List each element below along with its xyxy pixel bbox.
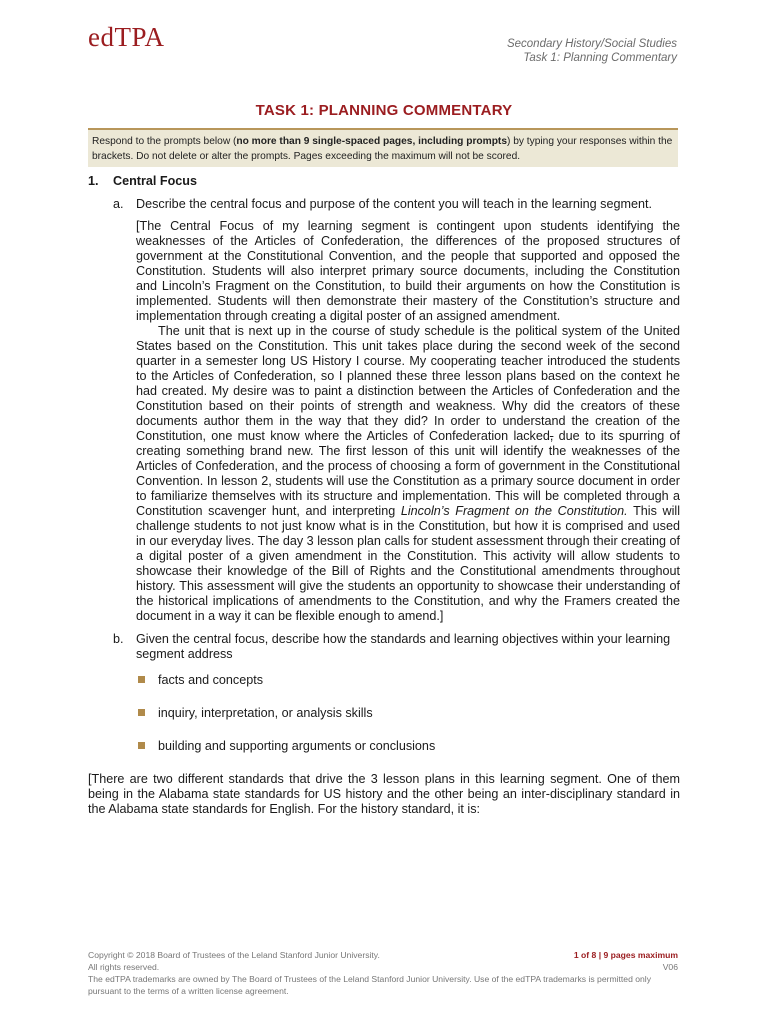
para2-strikethrough: , <box>549 429 554 443</box>
commentary-body <box>88 174 680 817</box>
header-subject: Secondary History/Social Studies <box>506 38 677 50</box>
section-title: Central Focus <box>113 174 197 188</box>
prompt-b <box>88 632 680 662</box>
footer-trademark: The edTPA trademarks are owned by The Board of Trustees of the Leland Stanford Junior University. Use of the edTPA trademarks is permitted only pursuant to the terms of a written license agreement. <box>88 974 652 996</box>
instructions-box <box>88 128 678 167</box>
response-b: [There are two different standards that drive the 3 lesson plans in this learning segment. One of them being in the Alabama state standards for US history and the other being an inter-disciplinary standard in the Alabama state standards for English. For the history standard, it is: <box>88 772 680 816</box>
instructions-bold: no more than 9 single-spaced pages, including prompts <box>236 136 507 147</box>
instructions-text-1: Respond to the prompts below ( <box>92 136 237 147</box>
prompt-a-label: a. <box>113 197 124 211</box>
bullet-text: building and supporting arguments or conclusions <box>158 739 436 753</box>
response-a <box>88 219 680 624</box>
prompt-a <box>88 197 680 212</box>
para2-start: The unit that is next up in the course of study schedule is the political system of the United States based on the Constitution. This unit takes place during the second week of the second quarter in a semester long US History I course. My cooperating teacher introduced the students to the Articles of Confederation, so I planned these three lesson plans based on the context he had created. My desire was to paint a distinction between the Articles of Confederation and the Constitution based on their points of strength and weakness. Why did the creators of these documents author them in the way that they did? In order to understand the creation of the Constitution, one must know where the Articles of Confederation lacked <box>136 324 680 443</box>
square-bullet-icon <box>138 676 145 683</box>
para2-italic-title: Lincoln’s Fragment on the Constitution. <box>400 504 628 518</box>
page-title: TASK 1: PLANNING COMMENTARY <box>255 102 513 119</box>
page-indicator <box>574 949 678 973</box>
page-header <box>507 37 677 65</box>
list-item <box>138 706 680 721</box>
edtpa-logo: edTPA <box>88 22 165 52</box>
square-bullet-icon <box>138 709 145 716</box>
section-heading <box>88 174 680 189</box>
footer-copyright: Copyright © 2018 Board of Trustees of the Leland Stanford Junior University. <box>88 950 380 960</box>
bullet-text: facts and concepts <box>158 673 264 687</box>
footer-rights: All rights reserved. <box>88 962 160 972</box>
para2-middle: due to its spurring of creating something brand new. The first lesson of this unit will identify the weaknesses of the Articles of Confederation, and the process of choosing a form of government in the Constitutional Convention. In lesson 2, students will use the Constitution as a primary source document in order to familiarize themselves with its structure and implementation. This will be completed through a Constitution scavenger hunt, and interpreting <box>136 429 681 518</box>
response-a-paragraph-1: [The Central Focus of my learning segment is contingent upon students identifying the weaknesses of the Articles of Confederation, the differences of the proposed structures of government at the Constitutional Convention, and the people that supported and opposed the Constitution. Students will also interpret primary source documents, including the Constitution and Lincoln’s Fragment on the Constitution, to build their arguments on how the Constitution is implemented. Students will then demonstrate their mastery of the Constitution’s structure and implementation through creating a digital poster of an assigned amendment. <box>136 219 680 323</box>
header-task: Task 1: Planning Commentary <box>523 52 677 64</box>
page-footer <box>88 949 678 997</box>
list-item <box>138 673 680 688</box>
square-bullet-icon <box>138 742 145 749</box>
list-item <box>138 739 680 754</box>
prompt-a-text: Describe the central focus and purpose of the content you will teach in the learning segment. <box>136 197 652 211</box>
para2-end: This will challenge students to not just know what is in the Constitution, but how it is comprised and used in our everyday lives. The day 3 lesson plan calls for student assessment through their creating of a digital poster of a given amendment in the Constitution. This activity will allow students to showcase their knowledge of the Bill of Rights and the Constitutional amendments throughout history. This assessment will give the students an opportunity to showcase their understanding of the historical implications of amendments to the Constitution, and why the Framers created the document in a way it can be flexible enough to amend.] <box>136 504 680 623</box>
section-number: 1. <box>88 174 99 188</box>
bullet-list <box>88 673 680 754</box>
prompt-b-text: Given the central focus, describe how the standards and learning objectives within your learning segment address <box>136 632 671 661</box>
bullet-text: inquiry, interpretation, or analysis skills <box>158 706 373 720</box>
version-label: V06 <box>662 962 678 972</box>
response-a-paragraph-2 <box>136 324 680 624</box>
instructions-text-2: ) by typing your responses within the brackets. Do not delete or alter the prompts. Pages exceeding the maximum will not be scored. <box>92 136 673 162</box>
prompt-b-label: b. <box>113 632 124 646</box>
page-number: 1 of 8 | 9 pages maximum <box>573 950 678 960</box>
